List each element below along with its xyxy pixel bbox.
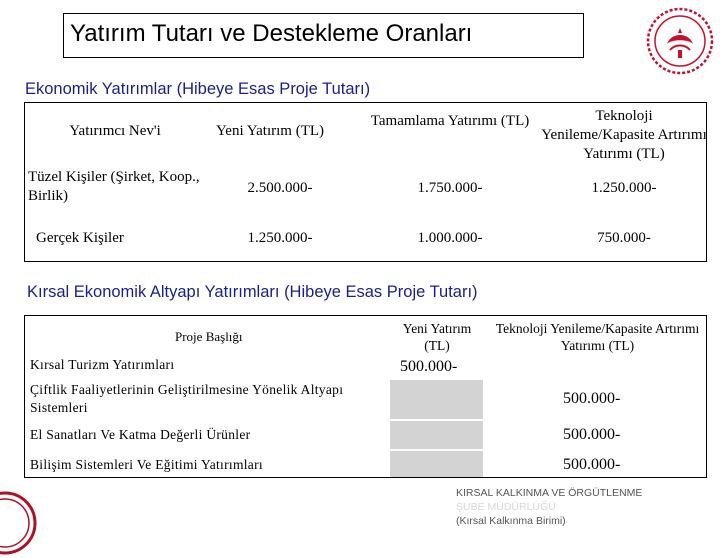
- footer-line-2: ŞUBE MÜDÜRLÜĞÜ: [456, 501, 556, 513]
- table1-row1-complete: 1.750.000-: [417, 180, 483, 196]
- table2-header-tech: Teknoloji Yenileme/Kapasite Artırımı Yatırımı (TL): [495, 321, 700, 353]
- table2-row3-tech: 500.000-: [563, 426, 621, 443]
- table1-row2-new: 1.250.000-: [247, 230, 313, 246]
- table2-empty-cell: [390, 451, 483, 477]
- table2-empty-cell: [390, 380, 483, 419]
- table1-row2-tech: 750.000-: [597, 230, 651, 246]
- decorative-corner-arc: [0, 488, 40, 558]
- table1-header-new: Yeni Yatırım (TL): [215, 123, 325, 139]
- table2-row2-tech: 500.000-: [563, 390, 621, 407]
- section-heading-rural-text: Kırsal Ekonomik Altyapı Yatırımları (Hibeye Esas Proje Tutarı): [27, 283, 478, 301]
- table1-row1-tech: 1.250.000-: [591, 180, 657, 196]
- table2-row4-title: Bilişim Sistemleri Ve Eğitimi Yatırımları: [30, 457, 263, 472]
- table1-header-investor: Yatırımcı Nev'i: [69, 123, 161, 139]
- table1-row1-new: 2.500.000-: [247, 180, 313, 196]
- footer-line-3: (Kırsal Kalkınma Birimi): [456, 515, 566, 527]
- table2-row2-title: Çiftlik Faaliyetlerinin Geliştirilmesine Yönelik Altyapı Sistemleri: [30, 382, 344, 415]
- page-title: Yatırım Tutarı ve Destekleme Oranları: [70, 20, 473, 47]
- table1-header-complete: Tamamlama Yatırımı (TL): [370, 113, 530, 129]
- table2-row1-new: 500.000-: [400, 358, 458, 375]
- table2-row4-tech: 500.000-: [563, 456, 621, 473]
- table2-header-new: [392, 320, 482, 354]
- table1-row1-type: Tüzel Kişiler (Şirket, Koop., Birlik): [28, 169, 200, 204]
- table2-header-title: Proje Başlığı: [175, 329, 243, 344]
- footer-unit-name: [456, 486, 642, 528]
- table1-header-tech: Teknoloji Yenileme/Kapasite Artırımı Yatırımı (TL): [541, 108, 707, 162]
- table2-row3-title: El Sanatları Ve Katma Değerli Ürünler: [30, 427, 251, 442]
- ministry-emblem-icon: [645, 6, 715, 76]
- table2-row1-title: Kırsal Turizm Yatırımları: [30, 357, 175, 372]
- table1-row2-complete: 1.000.000-: [417, 230, 483, 246]
- section-heading-economic: Ekonomik Yatırımlar (Hibeye Esas Proje Tutarı): [25, 80, 371, 98]
- footer-line-1: KIRSAL KALKINMA VE ÖRGÜTLENME: [456, 487, 643, 499]
- section-heading-rural: [27, 282, 515, 302]
- table2-header-new-text: Yeni Yatırım (TL): [402, 321, 472, 353]
- table1-row2-type: Gerçek Kişiler: [36, 230, 124, 246]
- table2-empty-cell: [390, 421, 483, 449]
